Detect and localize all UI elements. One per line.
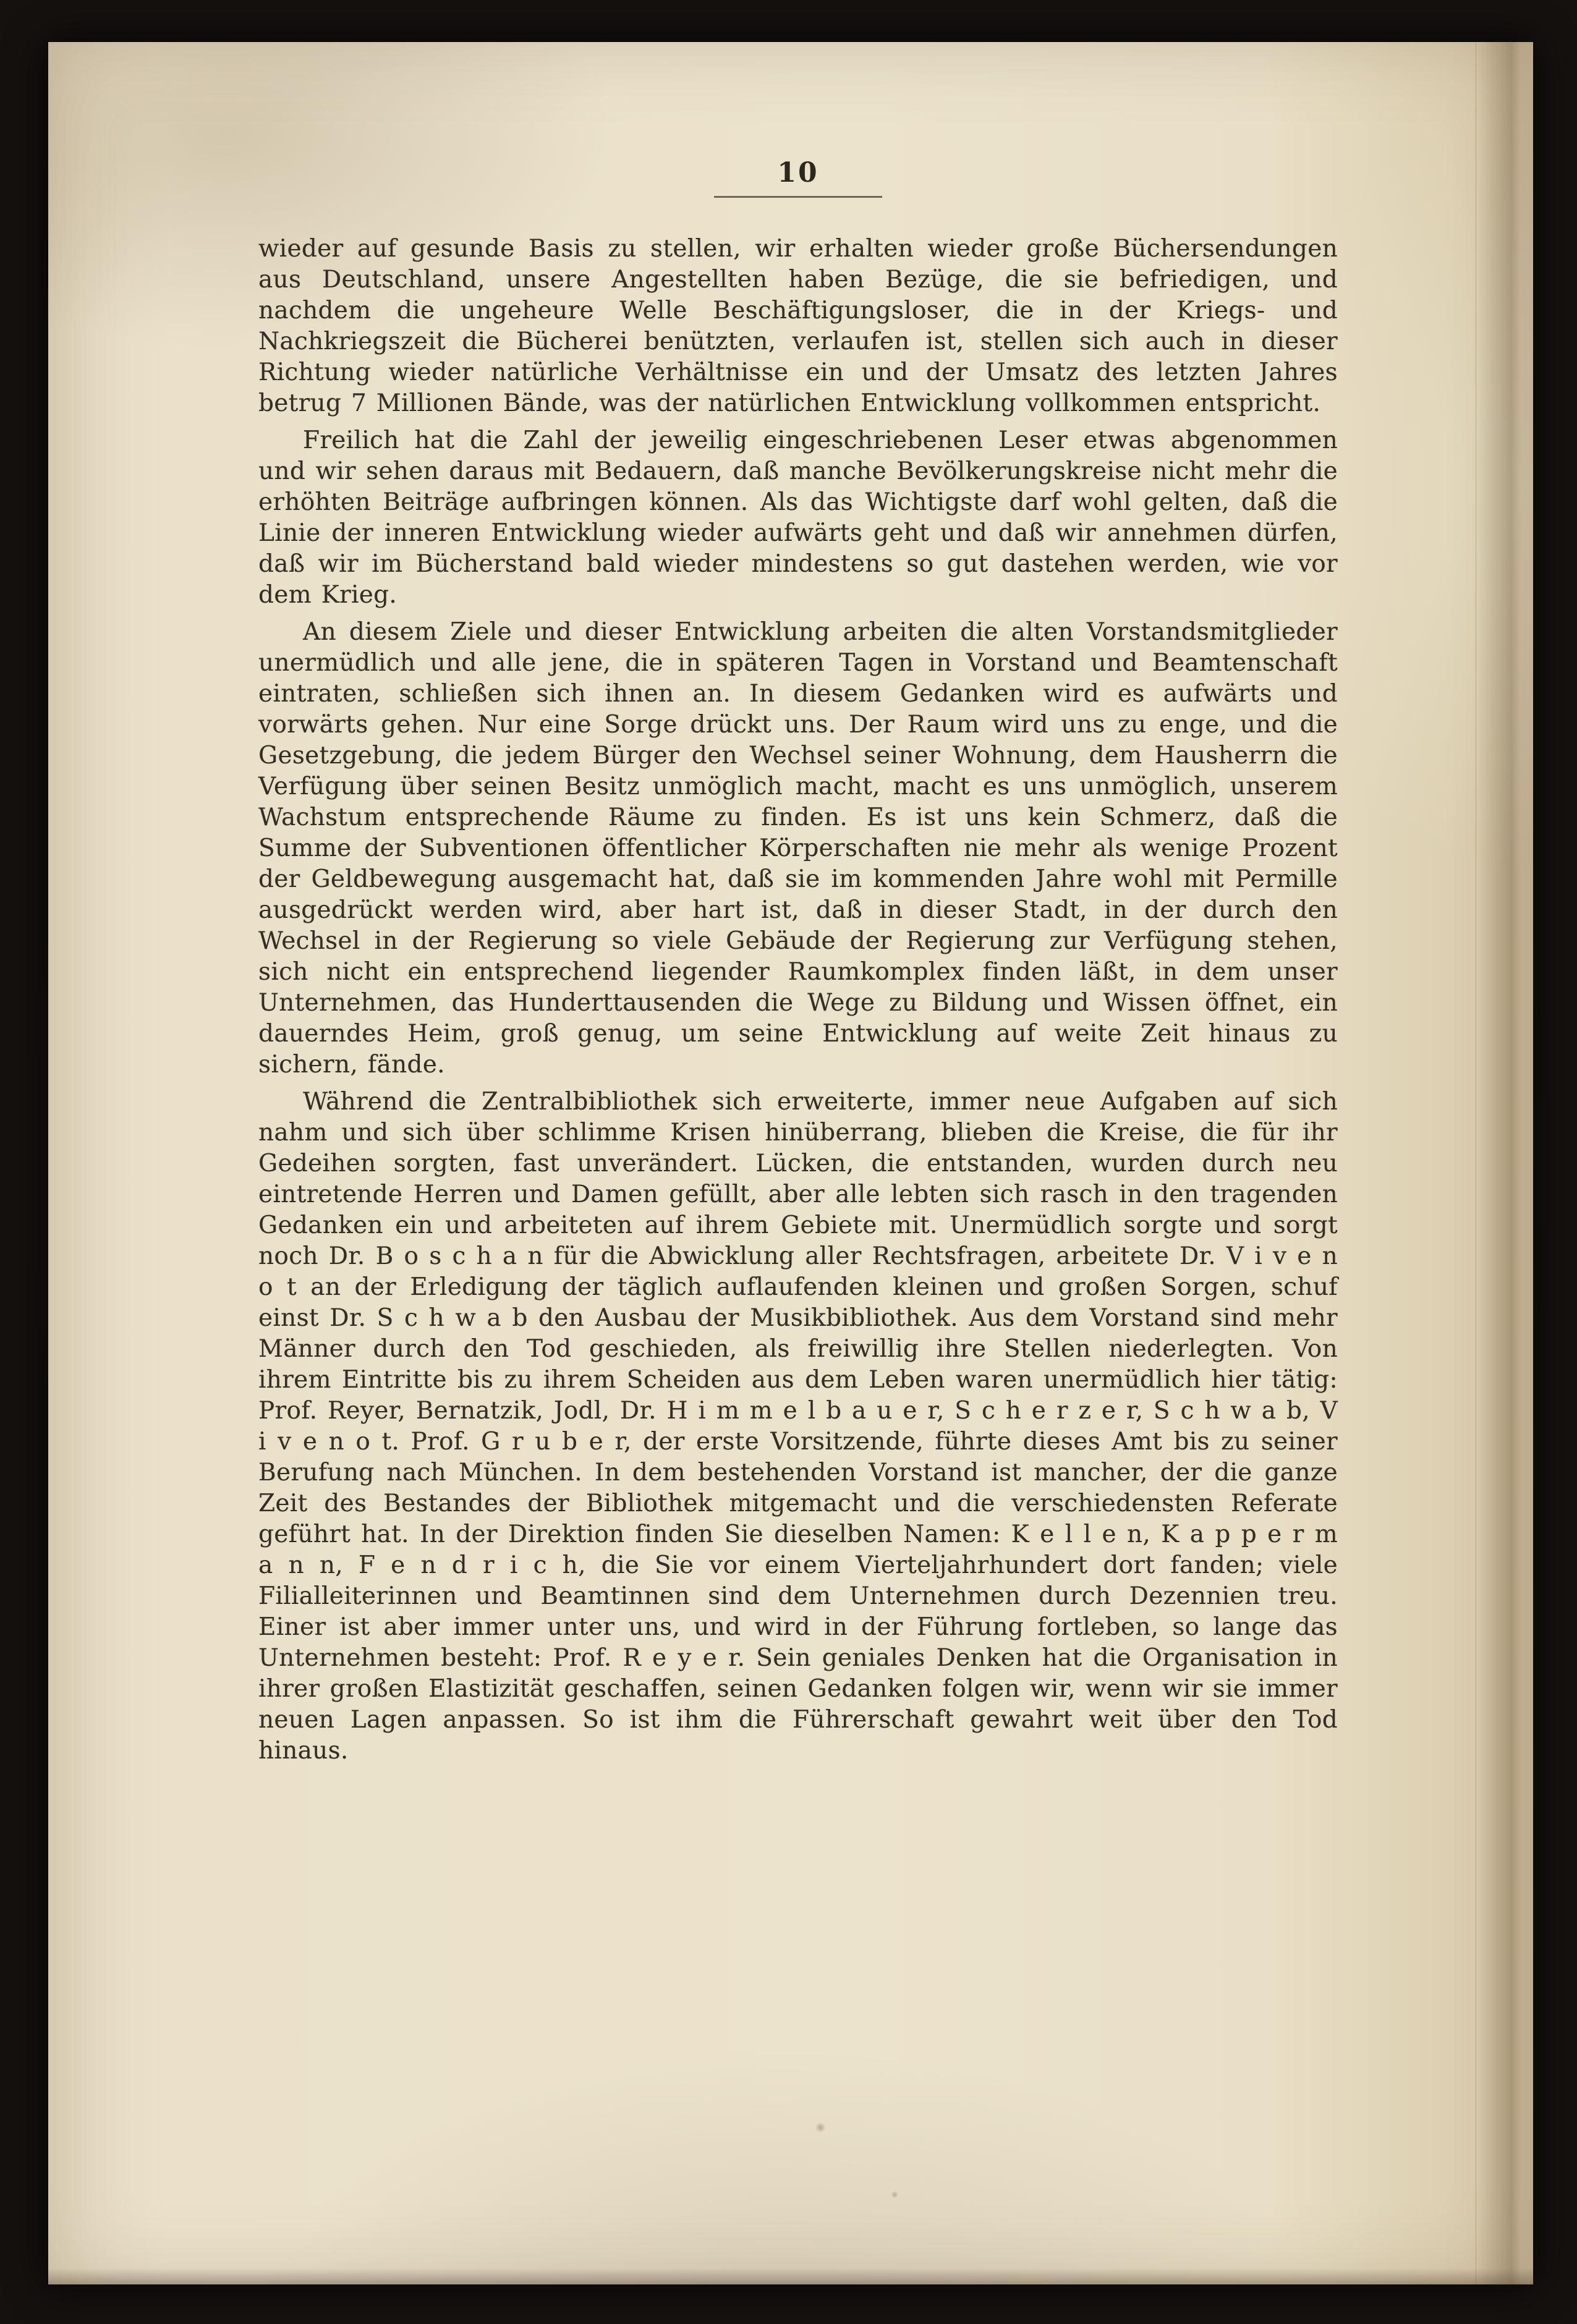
page-content: [258, 157, 1338, 1766]
paragraph: Freilich hat die Zahl der jeweilig eingeschriebenen Leser etwas abgenommen und wir sehen daraus mit Bedauern, daß manche Bevölkerungskreise nicht mehr die erhöhten Beiträge aufbringen können. Als das Wichtigste darf wohl gelten, daß die Linie der inneren Entwicklung wieder aufwärts geht und daß wir annehmen dürfen, daß wir im Bücherstand bald wieder mindestens so gut dastehen werden, wie vor dem Krieg.: [258, 426, 1338, 609]
page-bottom-shadow: [48, 2268, 1533, 2284]
page-header: [258, 157, 1338, 198]
page-number: 10: [777, 157, 819, 189]
paragraph: wieder auf gesunde Basis zu stellen, wir erhalten wieder große Büchersendungen aus Deutschland, unsere Angestellten haben Bezüge, die sie befriedigen, und nachdem die ungeheure Welle Beschäftigungsloser, die in der Kriegs- und Nachkriegszeit die Bücherei benützten, verlaufen ist, stellen sich auch in dieser Richtung wieder natürliche Verhältnisse ein und der Umsatz des letzten Jahres betrug 7 Millionen Bände, was der natürlichen Entwicklung vollkommen entspricht.: [258, 235, 1338, 417]
scanned-page: [48, 42, 1533, 2284]
paragraph: Während die Zentralbibliothek sich erweiterte, immer neue Aufgaben auf sich nahm und sich über schlimme Krisen hinüberrang, blieben die Kreise, die für ihr Gedeihen sorgten, fast unverändert. Lücken, die entstanden, wurden durch neu eintretende Herren und Damen gefüllt, aber alle lebten sich rasch in den tragenden Gedanken ein und arbeiteten auf ihrem Gebiete mit. Unermüdlich sorgte und sorgt noch Dr. B o s c h a n für die Abwicklung aller Rechtsfragen, arbeitete Dr. V i v e n o t an der Erledigung der täglich auflaufenden kleinen und großen Sorgen, schuf einst Dr. S c h w a b den Ausbau der Musikbibliothek. Aus dem Vorstand sind mehr Männer durch den Tod geschieden, als freiwillig ihre Stellen niederlegten. Von ihrem Eintritte bis zu ihrem Scheiden aus dem Leben waren unermüdlich hier tätig: Prof. Reyer, Bernatzik, Jodl, Dr. H i m m e l b a u e r, S c h e r z e r, S c h w a b, V i v e n o t. Prof. G r u b e r, der erste Vorsitzende, führte dieses Amt bis zu seiner Berufung nach München. In dem bestehenden Vorstand ist mancher, der die ganze Zeit des Bestandes der Bibliothek mitgemacht und die verschiedensten Referate geführt hat. In der Direktion finden Sie dieselben Namen: K e l l e n, K a p p e r m a n n, F e n d r i c h, die Sie vor einem Vierteljahrhundert dort fanden; viele Filialleiterinnen und Beamtinnen sind dem Unternehmen durch Dezennien treu. Einer ist aber immer unter uns, und wird in der Führung fortleben, so lange das Unternehmen besteht: Prof. R e y e r. Sein geniales Denken hat die Organisation in ihrer großen Elastizität geschaffen, seinen Gedanken folgen wir, wenn wir sie immer neuen Lagen anpassen. So ist ihm die Führerschaft gewahrt weit über den Tod hinaus.: [258, 1088, 1338, 1765]
page-number-rule: [714, 196, 882, 198]
page-edge: [1476, 42, 1533, 2284]
paragraph: An diesem Ziele und dieser Entwicklung arbeiten die alten Vorstandsmitglieder unermüdlich und alle jene, die in späteren Tagen in Vorstand und Beamtenschaft eintraten, schließen sich ihnen an. In diesem Gedanken wird es aufwärts und vorwärts gehen. Nur eine Sorge drückt uns. Der Raum wird uns zu enge, und die Gesetzgebung, die jedem Bürger den Wechsel seiner Wohnung, dem Hausherrn die Verfügung über seinen Besitz unmöglich macht, macht es uns unmöglich, unserem Wachstum entsprechende Räume zu finden. Es ist uns kein Schmerz, daß die Summe der Subventionen öffentlicher Körperschaften nie mehr als wenige Prozent der Geldbewegung ausgemacht hat, daß sie im kommenden Jahre wohl mit Permille ausgedrückt werden wird, aber hart ist, daß in dieser Stadt, in der durch den Wechsel in der Regierung so viele Gebäude der Regierung zur Verfügung stehen, sich nicht ein entsprechend liegender Raumkomplex finden läßt, in dem unser Unternehmen, das Hunderttausenden die Wege zu Bildung und Wissen öffnet, ein dauerndes Heim, groß genug, um seine Entwicklung auf weite Zeit hinaus zu sichern, fände.: [258, 618, 1338, 1079]
